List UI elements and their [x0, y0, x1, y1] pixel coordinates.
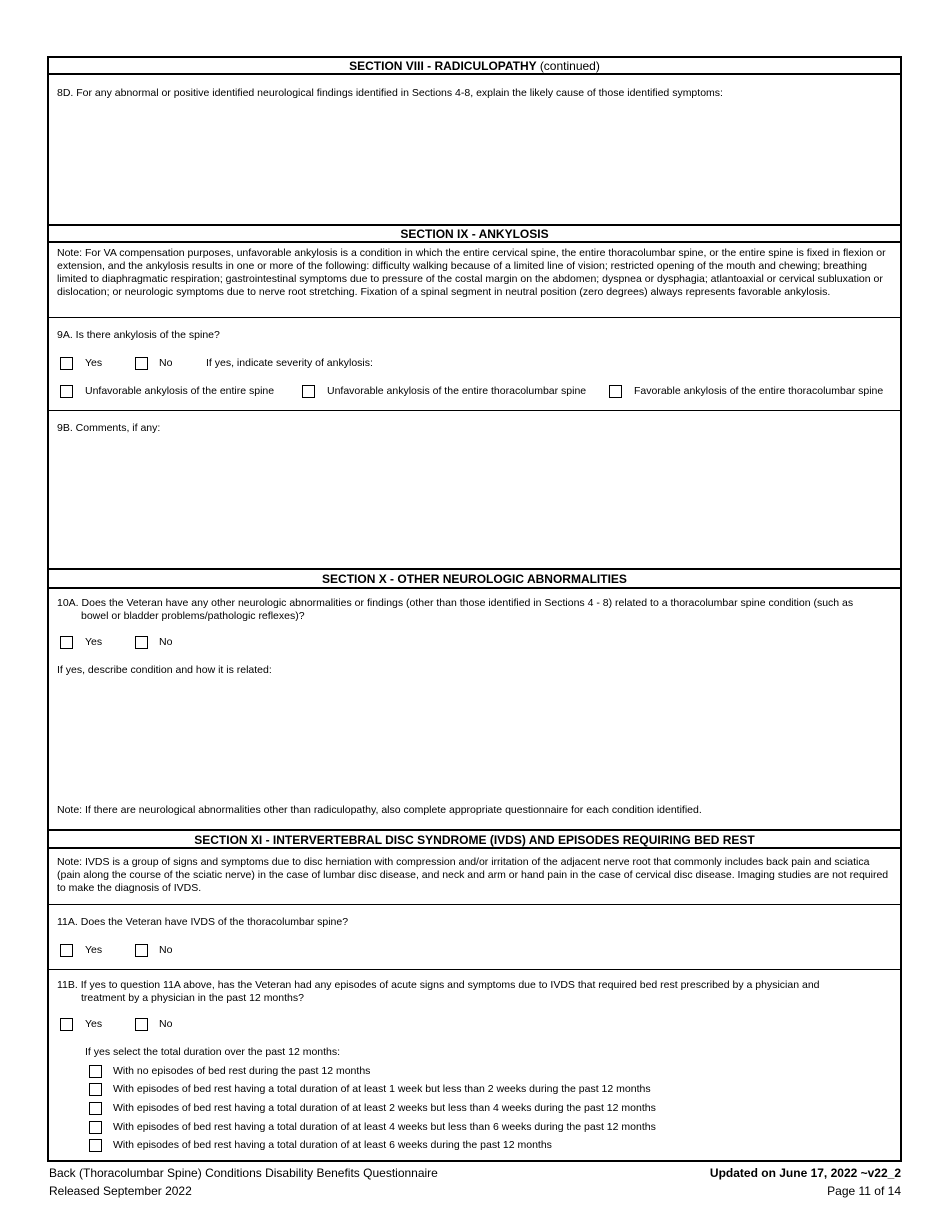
- bedrest-no-checkbox[interactable]: [135, 1018, 148, 1031]
- divider: [49, 410, 900, 411]
- favorable-thoracolumbar-label: Favorable ankylosis of the entire thoracolumbar spine: [634, 385, 884, 397]
- section-x-title: SECTION X - OTHER NEUROLOGIC ABNORMALITIES: [322, 572, 627, 586]
- ankylosis-yes-label: Yes: [85, 357, 103, 369]
- divider: [49, 904, 900, 905]
- duration-checkbox-2-4-weeks[interactable]: [89, 1102, 102, 1115]
- section-xi-header: [49, 829, 900, 849]
- unfavorable-entire-spine-checkbox[interactable]: [60, 385, 73, 398]
- question-11a: 11A. Does the Veteran have IVDS of the thoracolumbar spine?: [57, 916, 349, 928]
- footer-page-number: Page 11 of 14: [827, 1184, 901, 1198]
- unfavorable-thoracolumbar-label: Unfavorable ankylosis of the entire thoracolumbar spine: [327, 385, 587, 397]
- unfavorable-entire-spine-label: Unfavorable ankylosis of the entire spine: [85, 385, 275, 397]
- ivds-yes-label: Yes: [85, 944, 103, 956]
- section-viii-title: SECTION VIII - RADICULOPATHY: [349, 59, 537, 73]
- section-viii-header: [49, 58, 900, 75]
- question-10a-line2: bowel or bladder problems/pathologic reflexes)?: [81, 610, 305, 622]
- bedrest-yes-label: Yes: [85, 1018, 103, 1030]
- bedrest-yes-checkbox[interactable]: [60, 1018, 73, 1031]
- duration-checkbox-none[interactable]: [89, 1065, 102, 1078]
- duration-label-2-4-weeks: With episodes of bed rest having a total duration of at least 2 weeks but less than 4 weeks during the past 12 months: [113, 1102, 656, 1114]
- question-8d: 8D. For any abnormal or positive identified neurological findings identified in Sections 4-8, explain the likely cause of those identified symptoms:: [57, 87, 723, 99]
- duration-label-none: With no episodes of bed rest during the past 12 months: [113, 1065, 371, 1077]
- duration-prompt: If yes select the total duration over the past 12 months:: [85, 1046, 341, 1058]
- neuro-yes-label: Yes: [85, 636, 103, 648]
- divider: [49, 317, 900, 318]
- ivds-yes-checkbox[interactable]: [60, 944, 73, 957]
- section-ix-title: SECTION IX - ANKYLOSIS: [400, 227, 549, 241]
- duration-label-1-2-weeks: With episodes of bed rest having a total duration of at least 1 week but less than 2 weeks during the past 12 months: [113, 1083, 651, 1095]
- favorable-thoracolumbar-checkbox[interactable]: [609, 385, 622, 398]
- ankylosis-no-checkbox[interactable]: [135, 357, 148, 370]
- duration-label-6-plus-weeks: With episodes of bed rest having a total duration of at least 6 weeks during the past 12 months: [113, 1139, 552, 1151]
- section-xi-title: SECTION XI - INTERVERTEBRAL DISC SYNDROME (IVDS) AND EPISODES REQUIRING BED REST: [194, 833, 755, 847]
- footer-updated: Updated on June 17, 2022 ~v22_2: [709, 1166, 901, 1180]
- question-11b-line1: 11B. If yes to question 11A above, has the Veteran had any episodes of acute signs and symptoms due to IVDS that required bed rest prescribed by a physician and: [57, 979, 820, 991]
- neuro-yes-checkbox[interactable]: [60, 636, 73, 649]
- unfavorable-thoracolumbar-checkbox[interactable]: [302, 385, 315, 398]
- footer-form-title: Back (Thoracolumbar Spine) Conditions Disability Benefits Questionnaire: [49, 1166, 438, 1180]
- section-ix-header: [49, 224, 900, 243]
- question-9a: 9A. Is there ankylosis of the spine?: [57, 329, 220, 341]
- footer-released: Released September 2022: [49, 1184, 192, 1198]
- duration-label-4-6-weeks: With episodes of bed rest having a total duration of at least 4 weeks but less than 6 weeks during the past 12 months: [113, 1121, 656, 1133]
- bedrest-no-label: No: [159, 1018, 173, 1030]
- duration-checkbox-6-plus-weeks[interactable]: [89, 1139, 102, 1152]
- ankylosis-no-label: No: [159, 357, 173, 369]
- neuro-note: Note: If there are neurological abnormalities other than radiculopathy, also complete appropriate questionnaire for each condition identified.: [57, 804, 702, 816]
- severity-prompt: If yes, indicate severity of ankylosis:: [206, 357, 373, 369]
- duration-checkbox-1-2-weeks[interactable]: [89, 1083, 102, 1096]
- neuro-no-checkbox[interactable]: [135, 636, 148, 649]
- ankylosis-yes-checkbox[interactable]: [60, 357, 73, 370]
- question-11b-line2: treatment by a physician in the past 12 months?: [81, 992, 304, 1004]
- describe-prompt: If yes, describe condition and how it is related:: [57, 664, 272, 676]
- continued-label: (continued): [539, 59, 600, 73]
- question-10a-line1: 10A. Does the Veteran have any other neurologic abnormalities or findings (other than those identified in Sections 4 - 8) related to a thoracolumbar spine condition (such as: [57, 597, 854, 609]
- ivds-no-checkbox[interactable]: [135, 944, 148, 957]
- section-x-header: [49, 568, 900, 589]
- duration-checkbox-4-6-weeks[interactable]: [89, 1121, 102, 1134]
- ivds-no-label: No: [159, 944, 173, 956]
- neuro-no-label: No: [159, 636, 173, 648]
- dbq-form: [47, 56, 902, 1162]
- ankylosis-note: Note: For VA compensation purposes, unfavorable ankylosis is a condition in which the entire cervical spine, the entire thoracolumbar spine, or the entire spine is fixed in flexion or extension, and the ankylosis results in one or more of the following: difficulty walking because of a limited line of vision; restricted opening of the mouth and chewing; breathing limited to diaphragmatic respiration; gastrointestinal symptoms due to pressure of the costal margin on the abdomen; dyspnea or dysphagia; atlantoaxial or cervical subluxation or dislocation; or neurologic symptoms due to nerve root stretching. Fixation of a spinal segment in neutral position (zero degrees) always represents favorable ankylosis.: [57, 247, 886, 298]
- ivds-note: Note: IVDS is a group of signs and symptoms due to disc herniation with compression and/or irritation of the adjacent nerve root that commonly includes back pain and sciatica (pain along the course of the sciatic nerve) in the case of lumbar disc disease, and neck and arm or hand pain in the case of cervical disc disease. Imaging studies are not required to make the diagnosis of IVDS.: [57, 856, 889, 894]
- divider: [49, 969, 900, 970]
- question-9b: 9B. Comments, if any:: [57, 422, 161, 434]
